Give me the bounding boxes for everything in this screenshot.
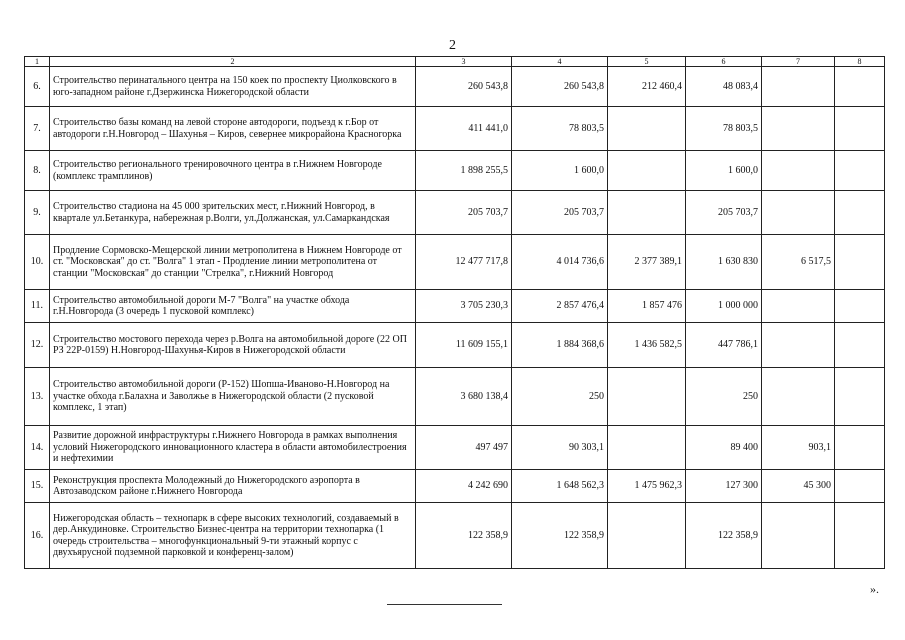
value-cell-col4: 1 600,0 [512,151,608,191]
table-row [25,290,885,323]
value-cell-col6: 122 358,9 [686,503,762,569]
column-number: 3 [416,57,512,67]
value-cell-col4: 4 014 736,6 [512,235,608,290]
row-number-cell: 11. [25,290,50,323]
value-cell-col5 [608,191,686,235]
row-number-cell: 16. [25,503,50,569]
value-cell-col8 [835,151,885,191]
value-cell-col5 [608,107,686,151]
value-cell-col8 [835,191,885,235]
value-cell-col4: 2 857 476,4 [512,290,608,323]
row-number-cell: 10. [25,235,50,290]
object-name-cell: Строительство перинатального центра на 150 коек по проспекту Циолковского в юго-западном районе г.Дзержинска Нижегородской области [50,67,416,107]
value-cell-col8 [835,290,885,323]
value-cell-col5: 1 475 962,3 [608,470,686,503]
value-cell-col6: 1 630 830 [686,235,762,290]
value-cell-col4: 260 543,8 [512,67,608,107]
table-row [25,470,885,503]
value-cell-col7 [762,368,835,426]
value-cell-col5 [608,426,686,470]
column-number-row [25,57,885,67]
investment-table [24,56,885,569]
value-cell-col8 [835,67,885,107]
value-cell-col5: 1 857 476 [608,290,686,323]
table-row [25,368,885,426]
value-cell-col3: 122 358,9 [416,503,512,569]
value-cell-col5 [608,503,686,569]
value-cell-col8 [835,107,885,151]
value-cell-col3: 497 497 [416,426,512,470]
value-cell-col6: 205 703,7 [686,191,762,235]
table-row [25,323,885,368]
value-cell-col8 [835,426,885,470]
table-row [25,151,885,191]
page-number: 2 [449,38,456,53]
value-cell-col8 [835,368,885,426]
object-name-cell: Продление Сормовско-Мещерской линии метрополитена в Нижнем Новгороде от ст. "Московская" до ст. "Волга" 1 этап - Продление линии метрополитена от станции "Московская" до станции "Стрелка", г.Нижний Новгород [50,235,416,290]
value-cell-col3: 411 441,0 [416,107,512,151]
column-number: 6 [686,57,762,67]
column-number: 8 [835,57,885,67]
value-cell-col3: 4 242 690 [416,470,512,503]
value-cell-col5 [608,368,686,426]
value-cell-col3: 260 543,8 [416,67,512,107]
value-cell-col5: 212 460,4 [608,67,686,107]
value-cell-col3: 12 477 717,8 [416,235,512,290]
value-cell-col6: 127 300 [686,470,762,503]
table-row [25,191,885,235]
value-cell-col3: 3 680 138,4 [416,368,512,426]
closing-quote-mark: ». [870,582,879,596]
value-cell-col8 [835,470,885,503]
row-number-cell: 6. [25,67,50,107]
value-cell-col3: 1 898 255,5 [416,151,512,191]
column-number: 2 [50,57,416,67]
value-cell-col6: 447 786,1 [686,323,762,368]
value-cell-col8 [835,235,885,290]
value-cell-col7 [762,323,835,368]
value-cell-col7 [762,151,835,191]
value-cell-col7 [762,290,835,323]
object-name-cell: Строительство регионального тренировочного центра в г.Нижнем Новгороде (комплекс трамплинов) [50,151,416,191]
table-row [25,426,885,470]
column-number: 1 [25,57,50,67]
table-row [25,107,885,151]
value-cell-col4: 250 [512,368,608,426]
value-cell-col5 [608,151,686,191]
object-name-cell: Строительство мостового перехода через р.Волга на автомобильной дороге (22 ОП РЗ 22Р-0159) Н.Новгород-Шахунья-Киров в Нижегородской области [50,323,416,368]
row-number-cell: 13. [25,368,50,426]
object-name-cell: Строительство стадиона на 45 000 зрительских мест, г.Нижний Новгород, в квартале ул.Бетанкура, набережная р.Волги, ул.Должанская, ул.Самаркандская [50,191,416,235]
value-cell-col5: 2 377 389,1 [608,235,686,290]
column-number: 5 [608,57,686,67]
value-cell-col7 [762,107,835,151]
value-cell-col7: 903,1 [762,426,835,470]
row-number-cell: 9. [25,191,50,235]
value-cell-col4: 122 358,9 [512,503,608,569]
value-cell-col3: 3 705 230,3 [416,290,512,323]
row-number-cell: 7. [25,107,50,151]
value-cell-col8 [835,323,885,368]
object-name-cell: Реконструкция проспекта Молодежный до Нижегородского аэропорта в Автозаводском районе г.Нижнего Новгорода [50,470,416,503]
value-cell-col3: 205 703,7 [416,191,512,235]
value-cell-col4: 205 703,7 [512,191,608,235]
value-cell-col4: 78 803,5 [512,107,608,151]
value-cell-col7: 6 517,5 [762,235,835,290]
value-cell-col6: 48 083,4 [686,67,762,107]
value-cell-col7 [762,67,835,107]
value-cell-col4: 1 884 368,6 [512,323,608,368]
object-name-cell: Строительство автомобильной дороги (Р-152) Шопша-Иваново-Н.Новгород на участке обхода г.Балахна и Заволжье в Нижегородской области (2 пусковой комплекс, 1 этап) [50,368,416,426]
value-cell-col4: 90 303,1 [512,426,608,470]
row-number-cell: 8. [25,151,50,191]
table-row [25,235,885,290]
footer-divider-line [387,604,502,605]
value-cell-col6: 78 803,5 [686,107,762,151]
column-number: 7 [762,57,835,67]
value-cell-col3: 11 609 155,1 [416,323,512,368]
value-cell-col7 [762,191,835,235]
value-cell-col6: 250 [686,368,762,426]
value-cell-col4: 1 648 562,3 [512,470,608,503]
column-number: 4 [512,57,608,67]
row-number-cell: 12. [25,323,50,368]
row-number-cell: 14. [25,426,50,470]
row-number-cell: 15. [25,470,50,503]
object-name-cell: Строительство базы команд на левой стороне автодороги, подъезд к г.Бор от автодороги г.Н.Новгород – Шахунья – Киров, севернее микрорайона Красногорка [50,107,416,151]
value-cell-col6: 1 000 000 [686,290,762,323]
value-cell-col7 [762,503,835,569]
table-row [25,67,885,107]
object-name-cell: Нижегородская область – технопарк в сфере высоких технологий, создаваемый в дер.Анкудиновке. Строительство Бизнес-центра на территории технопарка (1 очередь строительства – многофункциональный 9-ти этажный корпус с двухъярусной подземной парковкой и конференц-залом) [50,503,416,569]
table-row [25,503,885,569]
value-cell-col8 [835,503,885,569]
value-cell-col5: 1 436 582,5 [608,323,686,368]
object-name-cell: Строительство автомобильной дороги М-7 "Волга" на участке обхода г.Н.Новгорода (3 очередь 1 пусковой комплекс) [50,290,416,323]
object-name-cell: Развитие дорожной инфраструктуры г.Нижнего Новгорода в рамках выполнения условий Нижегородского инновационного кластера в области автомобилестроения и нефтехимии [50,426,416,470]
value-cell-col6: 89 400 [686,426,762,470]
value-cell-col7: 45 300 [762,470,835,503]
value-cell-col6: 1 600,0 [686,151,762,191]
